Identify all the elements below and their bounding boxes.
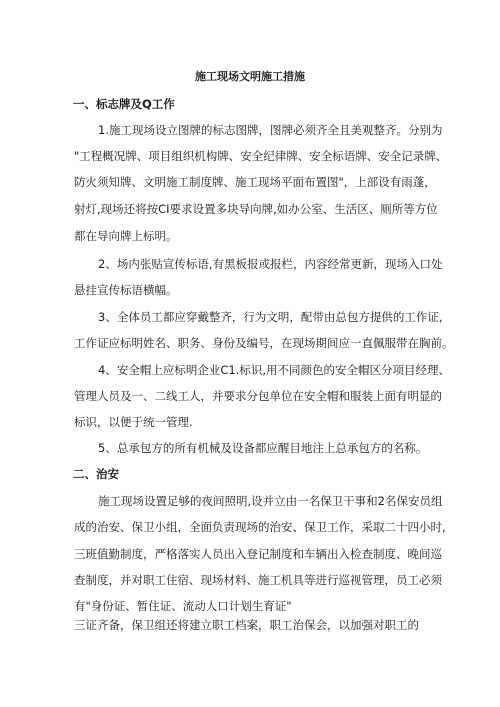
paragraph-line: 查制度，并对职工住宿、现场材料、施工机具等进行巡视管理，员工必须	[74, 573, 442, 587]
paragraph-line: 管理人员及一、二线工人，并要求分包单位在安全帽和服装上面有明显的	[74, 389, 442, 403]
paragraph-line: 工作证应标明姓名、职务、身份及编号，在现场期间应一直佩服带在胸前。	[74, 336, 454, 350]
section-heading-security: 二、治安	[73, 467, 119, 481]
paragraph-line: 三班值勤制度，严格落实人员出入登记制度和车辆出入检查制度、晚间巡	[74, 547, 442, 561]
section-heading-signage: 一、标志牌及Q工作	[73, 97, 175, 111]
paragraph-line: 防火须知牌、文明施工制度牌、施工现场平面布置图"，上部设有雨蓬，	[74, 175, 436, 189]
paragraph-line: 2、场内张贴宣传标语,有黑板报或报栏，内容经常更新，现场入口处	[98, 257, 443, 271]
paragraph-line: 标识，以便于统一管理.	[74, 415, 193, 429]
paragraph-line: "工程概况牌、项目组织机构牌、安全纪律牌、安全标语牌、安全记录牌、	[74, 149, 448, 163]
paragraph-line: 都在导向牌上标明。	[74, 229, 178, 243]
paragraph-line: 悬挂宣传标语横幅。	[74, 283, 178, 297]
paragraph-line: 射灯,现场还将按CI要求设置多块导向牌,如办公室、生活区、厕所等方位	[74, 202, 438, 216]
paragraph-line: 3、全体员工都应穿戴整齐，行为文明，配带由总包方提供的工作证,	[98, 310, 443, 324]
document-title: 施工现场文明施工措施	[195, 70, 305, 83]
paragraph-line: 有"身份证、暂住证、流动人口计划生育证"	[74, 599, 292, 613]
paragraph-line: 成的治安、保卫小组，全面负责现场的治安、保卫工作，采取二十四小时,	[74, 520, 446, 534]
paragraph-line: 施工现场设置足够的夜间照明,设并立由一名保卫干事和2名保安员组	[98, 494, 443, 508]
paragraph-line: 5、总承包方的所有机械及设备都应醒目地注上总承包方的名称。	[98, 441, 428, 455]
paragraph-line: 1.施工现场设立图牌的标志图牌，图牌必须齐全且美观整齐。分别为	[98, 123, 443, 137]
paragraph-line: 三证齐备，保卫组还将建立职工档案，职工治保会，以加强对职工的	[74, 618, 419, 632]
paragraph-line: 4、安全帽上应标明企业C1.标识,用不同颜色的安全帽区分项目经理、	[98, 363, 450, 377]
